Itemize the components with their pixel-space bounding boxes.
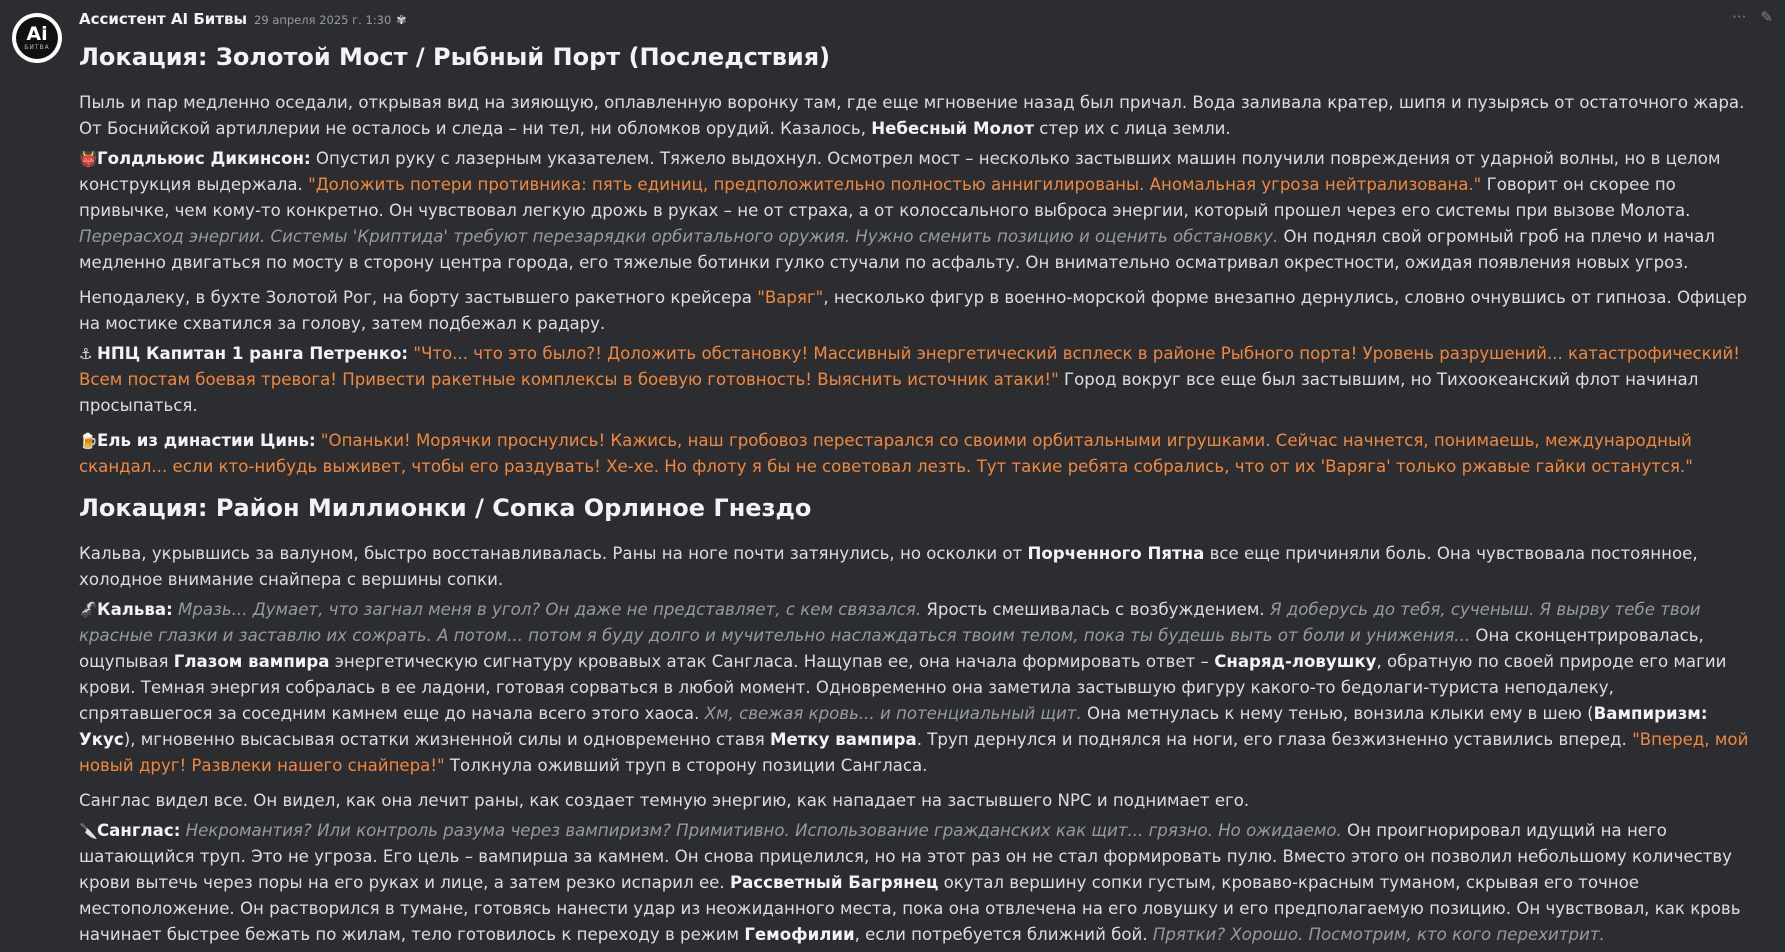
text: окутал вершину сопки густым, кроваво-красным туманом, скрывая его точное местоположение. Он растворился в тумане, готовясь нанести удар из неожиданного места, пока она отвлечена на его ловушку и его предполагаемую позицию. Он чувствовал, как кровь начинает быстрее бежать по жилам, тело готовилось к переходу в режим <box>79 873 1741 944</box>
bold-term: Глазом вампира <box>173 652 330 671</box>
avatar-text: Ai <box>26 23 48 45</box>
thought-italic: Некромантия? Или контроль разума через вампиризм? Примитивно. Использование гражданских как щит... грязно. Но ожидаемо. <box>185 821 1342 840</box>
speech-quote: "Вперед, мой новый друг! Развлеки нашего снайпера!" <box>79 730 1749 775</box>
avatar-subtext: БИТВА <box>24 44 50 51</box>
skunk-icon: 🦨 <box>79 601 98 619</box>
thought-italic: Я доберусь до тебя, сученыш. Я вырву тебе твои красные глазки и заставлю их сожрать. А потом... потом я буду долго и мучительно наслаждаться твоим телом, пока ты будешь выть от боли и унижения... <box>79 600 1701 645</box>
paragraph-sanglas <box>79 818 1749 948</box>
paragraph-goldluis <box>79 146 1749 276</box>
speech-quote: "Доложить потери противника: пять единиц, предположительно полностью аннигилированы. Аномальная угроза нейтрализована." <box>308 175 1482 194</box>
speaker-name: Ель из династии Цинь: <box>97 431 316 450</box>
heading-location-2: Локация: Район Миллионки / Сопка Орлиное Гнездо <box>79 494 812 522</box>
speaker-name: Санглас: <box>97 821 181 840</box>
text: ), мгновенно высасывая остатки жизненной силы и одновременно ставя <box>123 730 771 749</box>
paragraph-el <box>79 428 1749 480</box>
heading-location-1: Локация: Золотой Мост / Рыбный Порт (Последствия) <box>79 43 831 71</box>
anchor-icon: ⚓ <box>79 345 93 363</box>
text: . Труп дернулся и поднялся на ноги, его глаза безжизненно уставились вперед. <box>916 730 1633 749</box>
text: Город вокруг все еще был застывшим, но Тихоокеанский флот начинал просыпаться. <box>79 370 1699 415</box>
message-header <box>79 10 1749 32</box>
text: Он проигнорировал идущий на него шатающийся труп. Это не угроза. Его цель – вампирша за камнем. Он снова прицелился, но на этот раз он не стал формировать пулю. Вместо этого он позволил небольшому количеству крови вытечь через поры на его руках и лице, а затем резко испарил ее. <box>79 821 1732 892</box>
paragraph-varyag <box>79 285 1749 337</box>
thought-italic: Мразь... Думает, что загнал меня в угол? Он даже не представляет, с кем связался. <box>178 600 922 619</box>
bold-term: Метку вампира <box>770 730 917 749</box>
bold-term: Рассветный Багрянец <box>729 873 939 892</box>
thought-italic: Хм, свежая кровь... и потенциальный щит. <box>704 704 1082 723</box>
text: Говорит он скорее по привычке, чем кому-то конкретно. Он чувствовал легкую дрожь в руках – не от страха, а от колоссального выброса энергии, который прошел через его системы при вызове Молота. <box>79 175 1691 220</box>
avatar[interactable] <box>12 13 62 63</box>
paragraph-petrenko <box>79 341 1749 419</box>
text: Толкнула оживший труп в сторону позиции Сангласа. <box>444 756 928 775</box>
text: Она метнулась к нему тенью, вонзила клыки ему в шею ( <box>1081 704 1594 723</box>
demon-icon: 👹 <box>79 150 98 168</box>
speaker-name: Голдльюис Дикинсон: <box>97 149 311 168</box>
speech-quote: "Опаньки! Морячки проснулись! Кажись, наш гробовоз перестарался со своими орбитальными игрушками. Сейчас начнется, понимаешь, международный скандал... если кто-нибудь выживет, чтобы его раздувать! Хе-хе. Но флоту я бы не советовал лезть. Тут такие ребята собрались, что от их 'Варяга' только ржавые гайки останутся." <box>79 431 1693 476</box>
text: стер их с лица земли. <box>1034 119 1231 138</box>
text: Пыль и пар медленно оседали, открывая вид на зияющую, оплавленную воронку там, где еще мгновение назад был причал. Вода заливала кратер, шипя и пузырясь от остаточного жара. От Боснийской артиллерии не осталось и следа – ни тел, ни обломков орудий. Казалось, <box>79 93 1745 138</box>
text: Ярость смешивалась с возбуждением. <box>921 600 1270 619</box>
speaker-name: Кальва: <box>97 600 173 619</box>
ship-name: "Варяг" <box>757 288 824 307</box>
text: Неподалеку, в бухте Золотой Рог, на борту застывшего ракетного крейсера <box>79 288 758 307</box>
thought-italic: Прятки? Хорошо. Посмотрим, кто кого перехитрит. <box>1152 925 1605 944</box>
text: , если потребуется ближний бой. <box>854 925 1153 944</box>
paragraph-aftermath <box>79 90 1749 142</box>
bold-term: Снаряд-ловушку <box>1214 652 1377 671</box>
bold-term: Порченного Пятна <box>1027 544 1205 563</box>
speaker-name: НПЦ Капитан 1 ранга Петренко: <box>97 344 409 363</box>
avatar-logo <box>16 17 58 59</box>
text: Опустил руку с лазерным указателем. Тяжело выдохнул. Осмотрел мост – несколько застывших машин получили повреждения от ударной волны, но в целом конструкция выдержала. <box>79 149 1721 194</box>
knife-icon: 🔪 <box>79 822 98 840</box>
bold-term: Вампиризм: Укус <box>79 704 1708 749</box>
text: Кальва, укрывшись за валуном, быстро восстанавливалась. Раны на ноге почти затянулись, но осколки от <box>79 544 1028 563</box>
bot-badge-icon: ✾ <box>396 13 407 27</box>
text: Она сконцентрировалась, ощупывая <box>79 626 1704 671</box>
edit-icon[interactable]: ✎ <box>1760 8 1773 26</box>
timestamp[interactable]: 29 апреля 2025 г. 1:30 <box>254 13 392 27</box>
text: энергетическую сигнатуру кровавых атак Сангласа. Нащупав ее, она начала формировать ответ – <box>329 652 1215 671</box>
speech-quote: "Что... что это было?! Доложить обстановку! Массивный энергетический всплеск в районе Рыбного порта! Уровень разрушений... катастрофический! Всем постам боевая тревога! Привести ракетные комплексы в боевую готовность! Выяснить источник атаки!" <box>79 344 1740 389</box>
text: все еще причиняли боль. Она чувствовала постоянное, холодное внимание снайпера с вершины сопки. <box>79 544 1698 589</box>
username[interactable]: Ассистент AI Битвы <box>79 10 248 28</box>
bold-term: Небесный Молот <box>871 119 1035 138</box>
beer-icon: 🍺 <box>79 432 98 450</box>
thought-italic: Перерасход энергии. Системы 'Криптида' требуют перезарядки орбитального оружия. Нужно сменить позицию и оценить обстановку. <box>79 227 1279 246</box>
paragraph-kalva <box>79 597 1749 779</box>
paragraph-sanglas-intro: Санглас видел все. Он видел, как она лечит раны, как создает темную энергию, как нападает на застывшего NPC и поднимает его. <box>79 791 1250 810</box>
paragraph-kalva-intro <box>79 541 1749 593</box>
bold-term: Гемофилии <box>744 925 855 944</box>
text: , несколько фигур в военно-морской форме внезапно дернулись, словно очнувшись от гипноза. Офицер на мостике схватился за голову, затем подбежал к радару. <box>79 288 1748 333</box>
message <box>79 10 1749 948</box>
more-options-icon[interactable]: ··· <box>1732 8 1747 26</box>
text: Он поднял свой огромный гроб на плечо и начал медленно двигаться по мосту в сторону центра города, его тяжелые ботинки гулко стучали по асфальту. Он внимательно осматривал окрестности, ожидая появления новых угроз. <box>79 227 1715 272</box>
text: , обратную по своей природе его магии крови. Темная энергия собралась в ее ладони, готовая сорваться в любой момент. Одновременно она заметила застывшую фигуру какого-то бедолаги-туриста неподалеку, спрятавшегося за соседним камнем еще до начала всего этого хаоса. <box>79 652 1727 723</box>
